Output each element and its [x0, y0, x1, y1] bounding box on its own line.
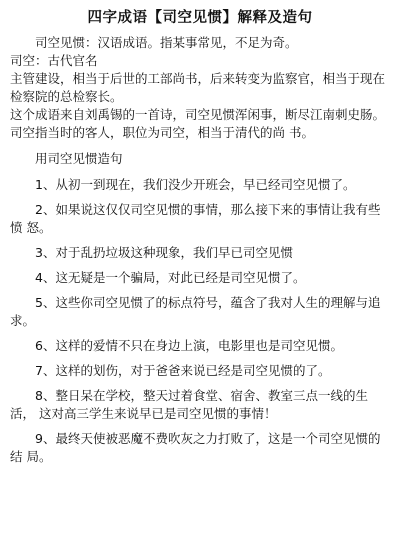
- sikong-line: 司空：古代官名: [10, 53, 98, 68]
- section-heading: 用司空见惯造句: [35, 151, 123, 166]
- intro-section: [10, 34, 390, 142]
- example-sentence: 9、最终天使被恶魔不费吹灰之力打败了，这是一个司空见惯的结 局。: [10, 431, 381, 464]
- example-sentence: 7、这样的划伤，对于爸爸来说已经是司空见惯的了。: [35, 363, 331, 378]
- example-sentence: 3、对于乱扔垃圾这种现象，我们早已司空见惯: [35, 245, 293, 260]
- origin-paragraph: 这个成语来自刘禹锡的一首诗，司空见惯浑闲事，断尽江南刺史肠。司空指当时的客人，职位为司空，相当于清代的尚 书。: [10, 107, 386, 140]
- page-title: 四字成语【司空见惯】解释及造句: [87, 10, 313, 26]
- office-explanation: 主管建设，相当于后世的工部尚书，后来转变为监察官，相当于现在 检察院的总检察长。: [10, 71, 386, 104]
- example-sentence: 2、如果说这仅仅司空见惯的事情，那么接下来的事情让我有些愤 怒。: [10, 202, 381, 235]
- example-sentence: 1、从初一到现在，我们没少开班会，早已经司空见惯了。: [35, 177, 356, 192]
- examples-list: [10, 176, 390, 466]
- example-sentence: 4、这无疑是一个骗局，对此已经是司空见惯了。: [35, 270, 306, 285]
- definition-line: 司空见惯：汉语成语。指某事常见，不足为奇。: [35, 35, 298, 50]
- example-sentence: 5、这些你司空见惯了的标点符号，蕴含了我对人生的理解与追求。: [10, 295, 381, 328]
- spacer: [10, 142, 390, 150]
- example-sentence: 6、这样的爱情不只在身边上演，电影里也是司空见惯。: [35, 338, 343, 353]
- example-sentence: 8、整日呆在学校，整天过着食堂、宿舍、教室三点一线的生活， 这对高三学生来说早已是司空见惯的事情！: [10, 388, 368, 421]
